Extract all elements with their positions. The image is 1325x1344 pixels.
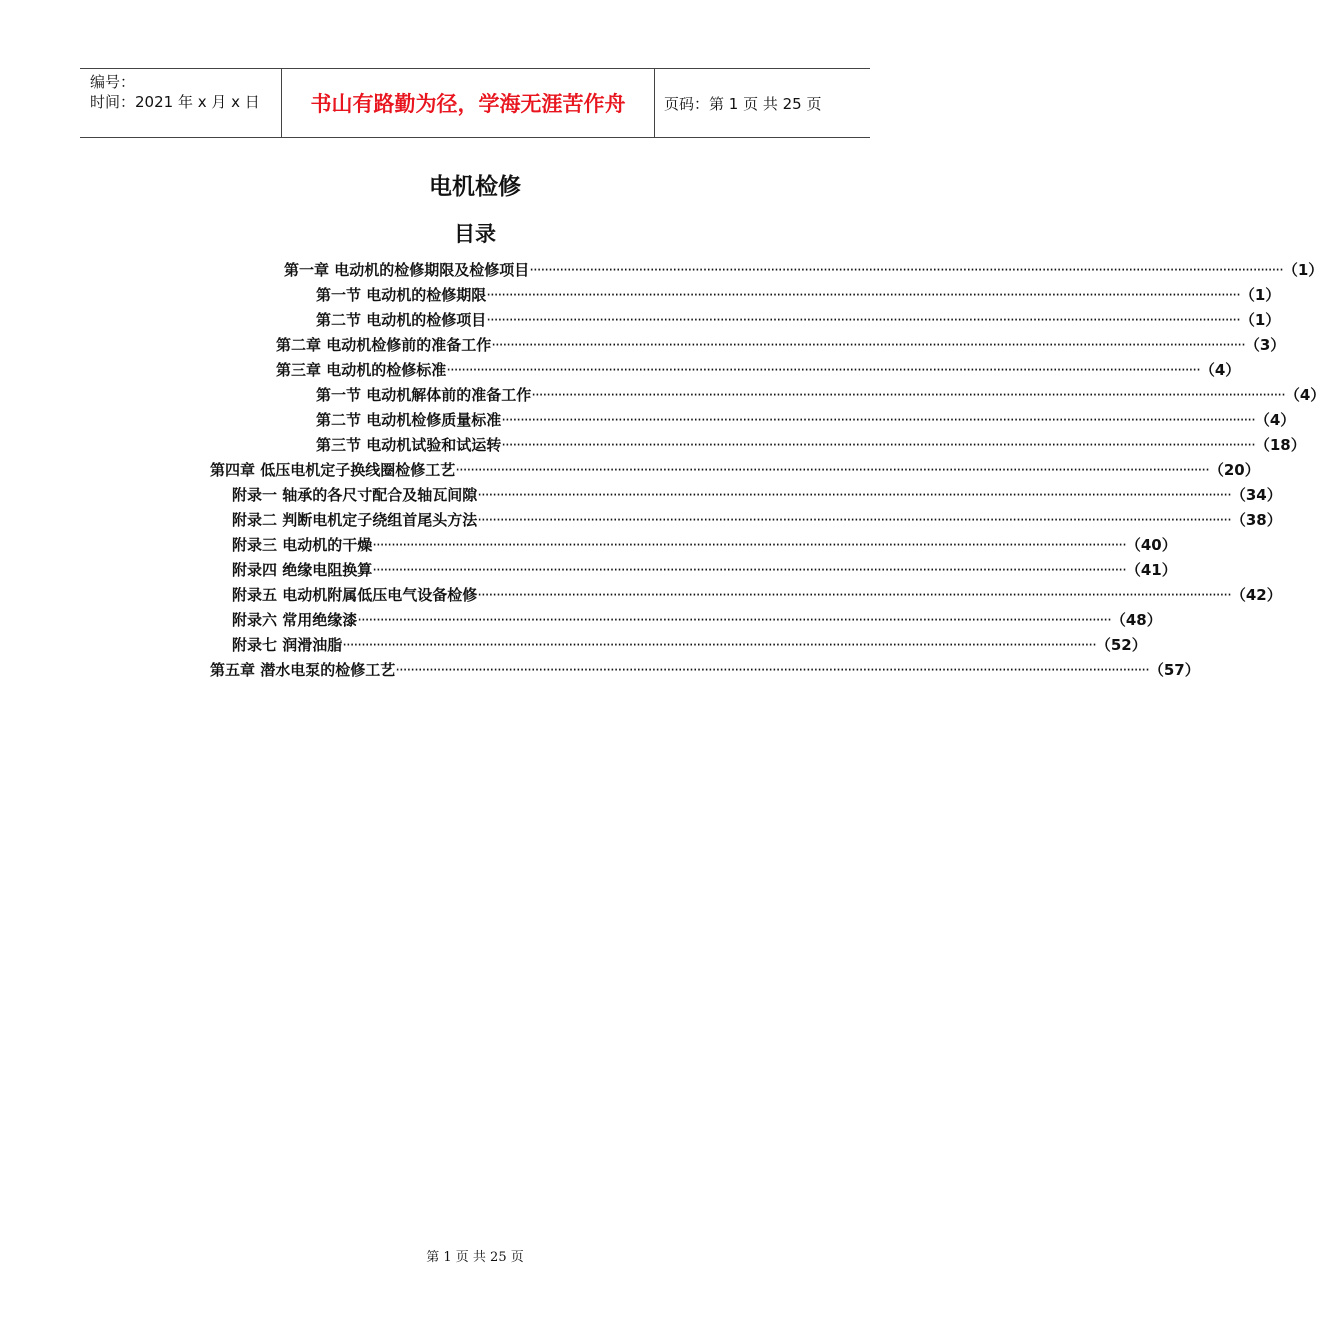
toc-leader-dots: ········································································································································································································ xyxy=(342,636,1096,654)
toc-leader-dots: ········································································································································································································ xyxy=(477,486,1231,504)
toc-entry-page: （57） xyxy=(1148,661,1200,679)
toc-entry-page: （4） xyxy=(1199,361,1241,379)
toc-entry-title: 第三章 电动机的检修标准 xyxy=(276,361,447,379)
toc-entry-title: 附录七 润滑油脂 xyxy=(232,636,343,654)
toc-entry[interactable] xyxy=(210,658,1200,683)
toc-entry-title: 第二节 电动机的检修项目 xyxy=(316,311,487,329)
toc-entry[interactable] xyxy=(232,483,1282,508)
toc-entry[interactable] xyxy=(316,283,1281,308)
toc-entry-page: （34） xyxy=(1230,486,1282,504)
toc-entry[interactable] xyxy=(316,433,1306,458)
toc-entry-page: （1） xyxy=(1239,311,1281,329)
toc-entry-title: 第四章 低压电机定子换线圈检修工艺 xyxy=(210,461,456,479)
toc-entry[interactable] xyxy=(316,308,1281,333)
document-title: 电机检修 xyxy=(429,174,521,200)
toc-leader-dots: ········································································································································································································ xyxy=(446,361,1200,379)
toc-entry[interactable] xyxy=(232,608,1162,633)
toc-entry-title: 第五章 潜水电泵的检修工艺 xyxy=(210,661,396,679)
toc-entry-title: 第三节 电动机试验和试运转 xyxy=(316,436,502,454)
toc-entry-page: （4） xyxy=(1254,411,1296,429)
toc-heading: 目录 xyxy=(454,222,496,246)
toc-entry[interactable] xyxy=(284,258,1324,283)
toc-leader-dots: ········································································································································································································ xyxy=(486,286,1240,304)
toc-entry-page: （1） xyxy=(1282,261,1324,279)
toc-entry-title: 附录六 常用绝缘漆 xyxy=(232,611,358,629)
toc-leader-dots: ········································································································································································································ xyxy=(477,511,1231,529)
number-label: 编号： xyxy=(90,73,136,91)
toc-leader-dots: ········································································································································································································ xyxy=(372,536,1126,554)
toc-leader-dots: ········································································································································································································ xyxy=(395,661,1149,679)
toc-leader-dots: ········································································································································································································ xyxy=(455,461,1209,479)
toc-entry[interactable] xyxy=(232,583,1282,608)
toc-entry-page: （20） xyxy=(1208,461,1260,479)
toc-entry-title: 第一章 电动机的检修期限及检修项目 xyxy=(284,261,530,279)
toc-entry-title: 第二章 电动机检修前的准备工作 xyxy=(276,336,492,354)
toc-entry-page: （40） xyxy=(1125,536,1177,554)
toc-entry-page: （1） xyxy=(1239,286,1281,304)
toc-entry-title: 附录四 绝缘电阻换算 xyxy=(232,561,373,579)
toc-entry-page: （42） xyxy=(1230,586,1282,604)
toc-entry[interactable] xyxy=(210,458,1260,483)
toc-entry-title: 附录二 判断电机定子绕组首尾头方法 xyxy=(232,511,478,529)
toc-entry-title: 附录三 电动机的干燥 xyxy=(232,536,373,554)
toc-leader-dots: ········································································································································································································ xyxy=(477,586,1231,604)
toc-leader-dots: ········································································································································································································ xyxy=(501,411,1255,429)
toc-entry-page: （4） xyxy=(1284,386,1325,404)
header-meta xyxy=(80,69,282,137)
toc-entry-title: 附录五 电动机附属低压电气设备检修 xyxy=(232,586,478,604)
toc-entry-page: （41） xyxy=(1125,561,1177,579)
toc-leader-dots: ········································································································································································································ xyxy=(531,386,1285,404)
toc-leader-dots: ········································································································································································································ xyxy=(486,311,1240,329)
header-page-info: 页码：第 1 页 共 25 页 xyxy=(664,94,822,113)
toc-leader-dots: ········································································································································································································ xyxy=(372,561,1126,579)
page-footer: 第 1 页 共 25 页 xyxy=(426,1250,524,1265)
toc-entry-page: （38） xyxy=(1230,511,1282,529)
toc-entry[interactable] xyxy=(276,358,1241,383)
toc-entry-page: （18） xyxy=(1254,436,1306,454)
header-motto: 书山有路勤为径，学海无涯苦作舟 xyxy=(282,69,655,137)
toc-entry-title: 第二节 电动机检修质量标准 xyxy=(316,411,502,429)
toc-entry-page: （52） xyxy=(1095,636,1147,654)
toc-entry[interactable] xyxy=(232,508,1282,533)
time-label: 时间：2021 年 x 月 x 日 xyxy=(90,93,260,111)
toc-entry-page: （3） xyxy=(1244,336,1286,354)
toc-entry[interactable] xyxy=(232,558,1177,583)
toc-entry-title: 附录一 轴承的各尺寸配合及轴瓦间隙 xyxy=(232,486,478,504)
toc-leader-dots: ········································································································································································································ xyxy=(357,611,1111,629)
toc-leader-dots: ········································································································································································································ xyxy=(529,261,1283,279)
toc-entry-title: 第一节 电动机解体前的准备工作 xyxy=(316,386,532,404)
toc-entry[interactable] xyxy=(276,333,1286,358)
toc-entry[interactable] xyxy=(316,408,1296,433)
toc-entry[interactable] xyxy=(232,533,1177,558)
toc-entry[interactable] xyxy=(232,633,1147,658)
toc-entry[interactable] xyxy=(316,383,1325,408)
toc-entry-title: 第一节 电动机的检修期限 xyxy=(316,286,487,304)
toc-entry-page: （48） xyxy=(1110,611,1162,629)
toc-leader-dots: ········································································································································································································ xyxy=(501,436,1255,454)
toc-leader-dots: ········································································································································································································ xyxy=(491,336,1245,354)
document-header xyxy=(80,68,870,138)
